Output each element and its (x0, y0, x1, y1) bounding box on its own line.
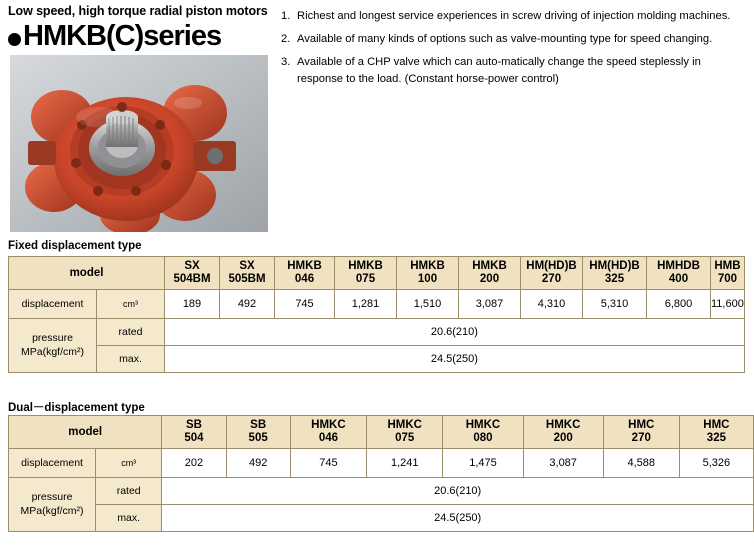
list-item-number: 1. (281, 10, 291, 22)
table-col-header: HMKB 046 (275, 257, 335, 290)
list-item (281, 8, 749, 24)
list-item-text: Richest and longest service experiences in screw driving of injection molding machines. (297, 10, 731, 22)
table-col-header: HM(HD)B 325 (583, 257, 647, 290)
dual-displacement-table (8, 415, 754, 532)
table-col-header: HMKB 100 (397, 257, 459, 290)
table-row (9, 319, 745, 346)
pressure-label-line1: pressure (32, 332, 73, 345)
table-row (9, 478, 754, 505)
table-cell: 1,510 (397, 290, 459, 319)
table-cell: 5,310 (583, 290, 647, 319)
table-cell: 5,326 (679, 449, 753, 478)
table-col-header: HMKC 046 (290, 416, 366, 449)
table-cell: 1,281 (335, 290, 397, 319)
pressure-label-line2: MPa(kgf/cm²) (21, 345, 84, 358)
table-col-header: SB 504 (162, 416, 226, 449)
row-label-pressure (9, 478, 96, 532)
table-cell: 189 (165, 290, 220, 319)
table-col-header: HMKC 080 (443, 416, 523, 449)
table-col-header: HMB 700 (711, 257, 745, 290)
table-col-header: SX 505BM (220, 257, 275, 290)
table-row (9, 290, 745, 319)
table-cell: 6,800 (647, 290, 711, 319)
model-header: model (9, 416, 162, 449)
table-row (9, 449, 754, 478)
list-item (281, 54, 749, 86)
table-cell: 492 (226, 449, 290, 478)
row-label-displacement: displacement (9, 449, 96, 478)
row-label-pressure (9, 319, 97, 373)
pressure-label-line1: pressure (31, 491, 73, 504)
table-cell: 24.5(250) (162, 505, 754, 532)
table-cell: 745 (275, 290, 335, 319)
table-cell: 4,588 (603, 449, 679, 478)
table-cell: 1,475 (443, 449, 523, 478)
fixed-displacement-table (8, 256, 745, 373)
feature-notes-list (281, 8, 749, 94)
row-label-max: max. (97, 346, 165, 373)
table-cell: 24.5(250) (165, 346, 745, 373)
row-label-max: max. (96, 505, 162, 532)
table-col-header: HMKB 075 (335, 257, 397, 290)
table-col-header: HMC 270 (603, 416, 679, 449)
table-row (9, 416, 754, 449)
page-title (8, 22, 221, 51)
row-label-rated: rated (97, 319, 165, 346)
product-photo (10, 55, 268, 232)
row-label-displacement: displacement (9, 290, 97, 319)
table-col-header: HMKC 200 (523, 416, 603, 449)
pressure-label-line2: MPa(kgf/cm²) (20, 504, 84, 517)
table-cell: 1,241 (367, 449, 443, 478)
table-cell: 20.6(210) (162, 478, 754, 505)
table-col-header: HMHDB 400 (647, 257, 711, 290)
list-item-number: 2. (281, 33, 291, 46)
spec-table (8, 415, 754, 532)
list-item-number: 3. (281, 56, 291, 69)
table-row (9, 505, 754, 532)
table-cell: 3,087 (459, 290, 521, 319)
table-cell: 11,600 (711, 290, 745, 319)
table-cell: 745 (290, 449, 366, 478)
row-unit: cm³ (97, 290, 165, 319)
model-line2: 504BM (173, 273, 211, 285)
filled-circle-icon (8, 33, 21, 46)
table-cell: 202 (162, 449, 226, 478)
table-col-header: SB 505 (226, 416, 290, 449)
spec-table (8, 256, 745, 373)
table-row (9, 346, 745, 373)
table-cell: 4,310 (521, 290, 583, 319)
table-cell: 492 (220, 290, 275, 319)
table-col-header: HMKC 075 (367, 416, 443, 449)
list-item-text: Available of many kinds of options such as valve-mounting type for speed changing. (297, 33, 713, 46)
row-label-rated: rated (96, 478, 162, 505)
table-col-header: HMC 325 (679, 416, 753, 449)
motor-illustration-icon (10, 55, 268, 232)
list-item (281, 31, 749, 47)
table-row (9, 257, 745, 290)
model-line1: SX (184, 260, 200, 273)
table-cell: 20.6(210) (165, 319, 745, 346)
model-header: model (9, 257, 165, 290)
list-item-text: Available of a CHP valve which can auto-matically change the speed steplessly in response to the load. (Constant horse-power control) (297, 56, 701, 85)
table-col-header: HMKB 200 (459, 257, 521, 290)
table-col-header: HM(HD)B 270 (521, 257, 583, 290)
page-title-text: HMKB(C)series (23, 20, 222, 52)
row-unit: cm³ (96, 449, 162, 478)
page-subtitle: Low speed, high torque radial piston motors (8, 4, 268, 18)
table-col-header (165, 257, 220, 290)
dual-displacement-label: Dual－displacement type (8, 402, 145, 414)
fixed-displacement-label: Fixed displacement type (8, 240, 142, 252)
table-cell: 3,087 (523, 449, 603, 478)
